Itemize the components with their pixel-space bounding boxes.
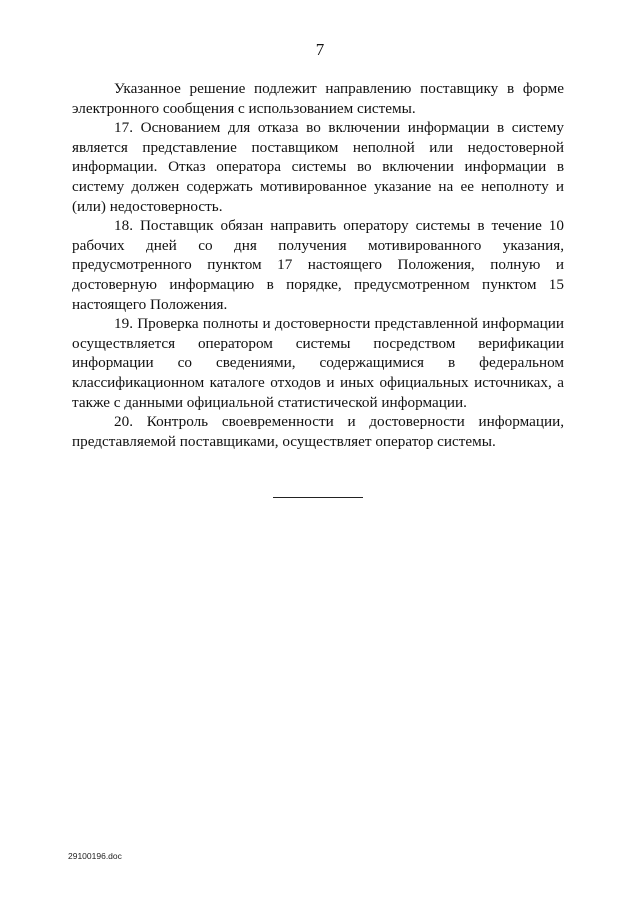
paragraph-decision-notice: Указанное решение подлежит направлению поставщику в форме электронного сообщения с использованием системы. xyxy=(72,80,564,117)
paragraph-18: 18. Поставщик обязан направить оператору системы в течение 10 рабочих дней со дня получения мотивированного указания, предусмотренного пунктом 17 настоящего Положения, полную и достоверную информацию в порядке, предусмотренном пунктом 15 настоящего Положения. xyxy=(72,217,564,313)
closing-divider xyxy=(273,497,363,498)
document-body xyxy=(72,79,564,451)
paragraph-17: 17. Основанием для отказа во включении информации в систему является представление поставщиком неполной или недостоверной информации. Отказ оператора системы во включении информации в систему должен содержать мотивированное указание на ее неполноту и (или) недостоверность. xyxy=(72,119,564,215)
paragraph-19: 19. Проверка полноты и достоверности представленной информации осуществляется оператором системы посредством верификации информации со сведениями, содержащимися в федеральном классификационном каталоге отходов и иных официальных источниках, а также с данными официальной статистической информации. xyxy=(72,315,564,411)
paragraph-20: 20. Контроль своевременности и достоверности информации, представляемой поставщиками, осуществляет оператор системы. xyxy=(72,413,564,450)
footer-file-name: 29100196.doc xyxy=(68,851,122,861)
page-number: 7 xyxy=(315,40,325,59)
